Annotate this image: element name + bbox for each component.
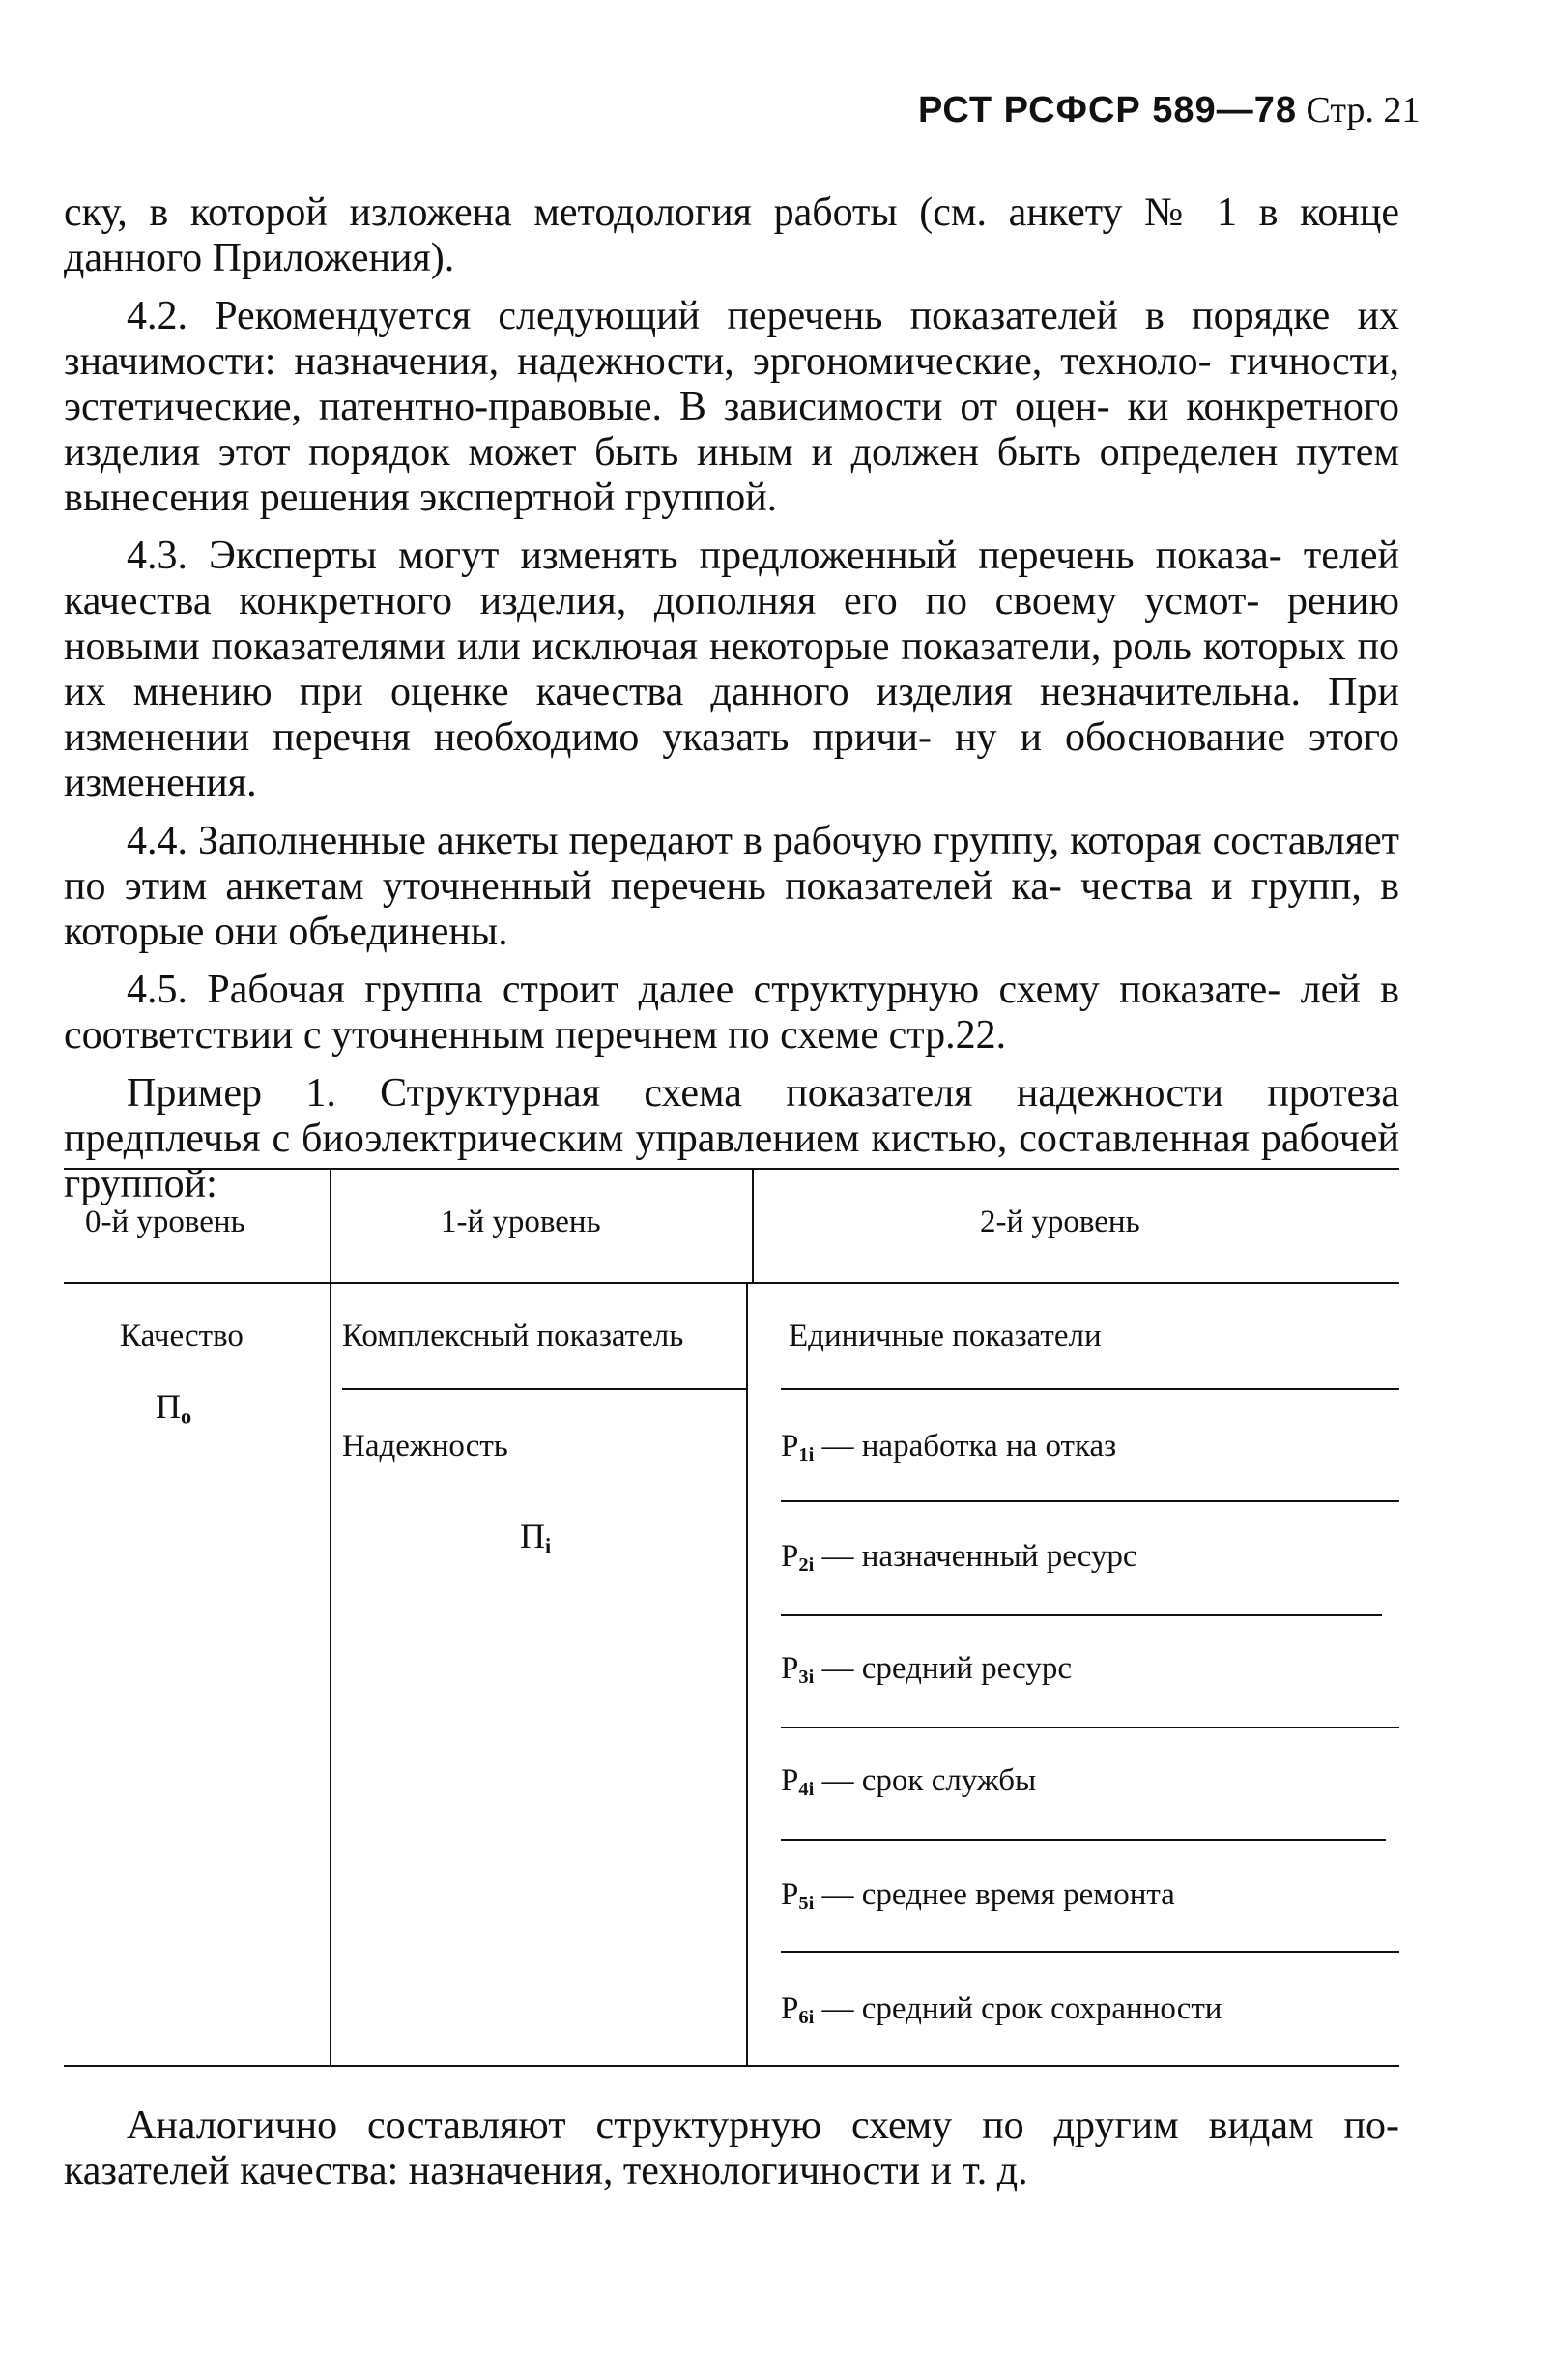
standard-code: РСТ РСФСР 589—78	[918, 90, 1297, 131]
body-text	[64, 190, 1399, 1207]
indicator-row: $P_{4i}$ — срок службы	[781, 1763, 1037, 1801]
table-bottom-rule	[64, 2065, 1399, 2067]
level0-label: Качество	[120, 1319, 244, 1353]
row-rule	[781, 1839, 1386, 1841]
header-level-1: 1-й уровень	[441, 1205, 601, 1239]
row-rule	[781, 1500, 1399, 1502]
footer-text	[64, 2104, 1399, 2194]
column-divider-1	[330, 1282, 331, 2065]
column-divider-2	[746, 1282, 748, 2065]
paragraph-4-4: 4.4. Заполненные анкеты передают в рабочую группу, которая составляет по этим анкетам уточненный перечень показателей ка- чества и групп, в которые они объединены.	[64, 819, 1400, 954]
indicator-row: $P_{5i}$ — среднее время ремонта	[781, 1877, 1175, 1915]
header-divider-2	[752, 1168, 754, 1282]
indicator-row: $P_{3i}$ — средний ресурс	[781, 1651, 1072, 1689]
row-rule	[781, 1951, 1399, 1953]
structure-table	[64, 1168, 1399, 2067]
level2-heading: Единичные показатели	[789, 1319, 1102, 1353]
row-rule	[781, 1727, 1399, 1728]
level2-heading-rule	[781, 1388, 1399, 1390]
paragraph-example-1: Пример 1. Структурная схема показателя надежности протеза предплечья с биоэлектрическим управлением кистью, составленная рабочей группой:	[64, 1071, 1400, 1206]
indicator-row: $P_{6i}$ — средний срок сохранности	[781, 1991, 1222, 2029]
page-number: Стр. 21	[1306, 90, 1421, 131]
level1-symbol: $П_i$	[520, 1517, 552, 1558]
table-top-rule	[64, 1168, 1399, 1170]
header-level-2: 2-й уровень	[980, 1205, 1140, 1239]
level1-label: Надежность	[342, 1429, 508, 1464]
header-divider-1	[330, 1168, 331, 1282]
table-header-rule	[64, 1282, 1399, 1284]
indicator-row: $P_{1i}$ — наработка на отказ	[781, 1429, 1117, 1466]
row-rule	[781, 1614, 1382, 1616]
paragraph-4-5: 4.5. Рабочая группа строит далее структурную схему показате- лей в соответствии с уточненным перечнем по схеме стр.22.	[64, 968, 1399, 1058]
level0-symbol: $П_o$	[156, 1387, 192, 1429]
paragraph-continuation: ску, в которой изложена методология работы (см. анкету № 1 в конце данного Приложения).	[64, 190, 1399, 280]
level1-heading: Комплексный показатель	[342, 1319, 684, 1353]
indicator-row: $P_{2i}$ — назначенный ресурс	[781, 1539, 1137, 1577]
header-level-0: 0-й уровень	[85, 1205, 245, 1239]
paragraph-4-2: 4.2. Рекомендуется следующий перечень показателей в порядке их значимости: назначения, надежности, эргономические, техноло- гичности, эстетические, патентно-правовые. В зависимости от оцен- ки конкретного изделия этот порядок может быть иным и должен быть определен путем вынесения решения экспертной группой.	[64, 294, 1400, 520]
page-header	[918, 89, 1420, 131]
paragraph-4-3: 4.3. Эксперты могут изменять предложенный перечень показа- телей качества конкретного изделия, дополняя его по своему усмот- рению новыми показателями или исключая некоторые показатели, роль которых по их мнению при оценке качества данного изделия незначительна. При изменении перечня необходимо указать причи- ну и обоснование этого изменения.	[64, 534, 1400, 805]
paragraph-analogous: Аналогично составляют структурную схему по другим видам по- казателей качества: назначения, технологичности и т. д.	[64, 2104, 1399, 2193]
level1-heading-rule	[342, 1388, 746, 1390]
